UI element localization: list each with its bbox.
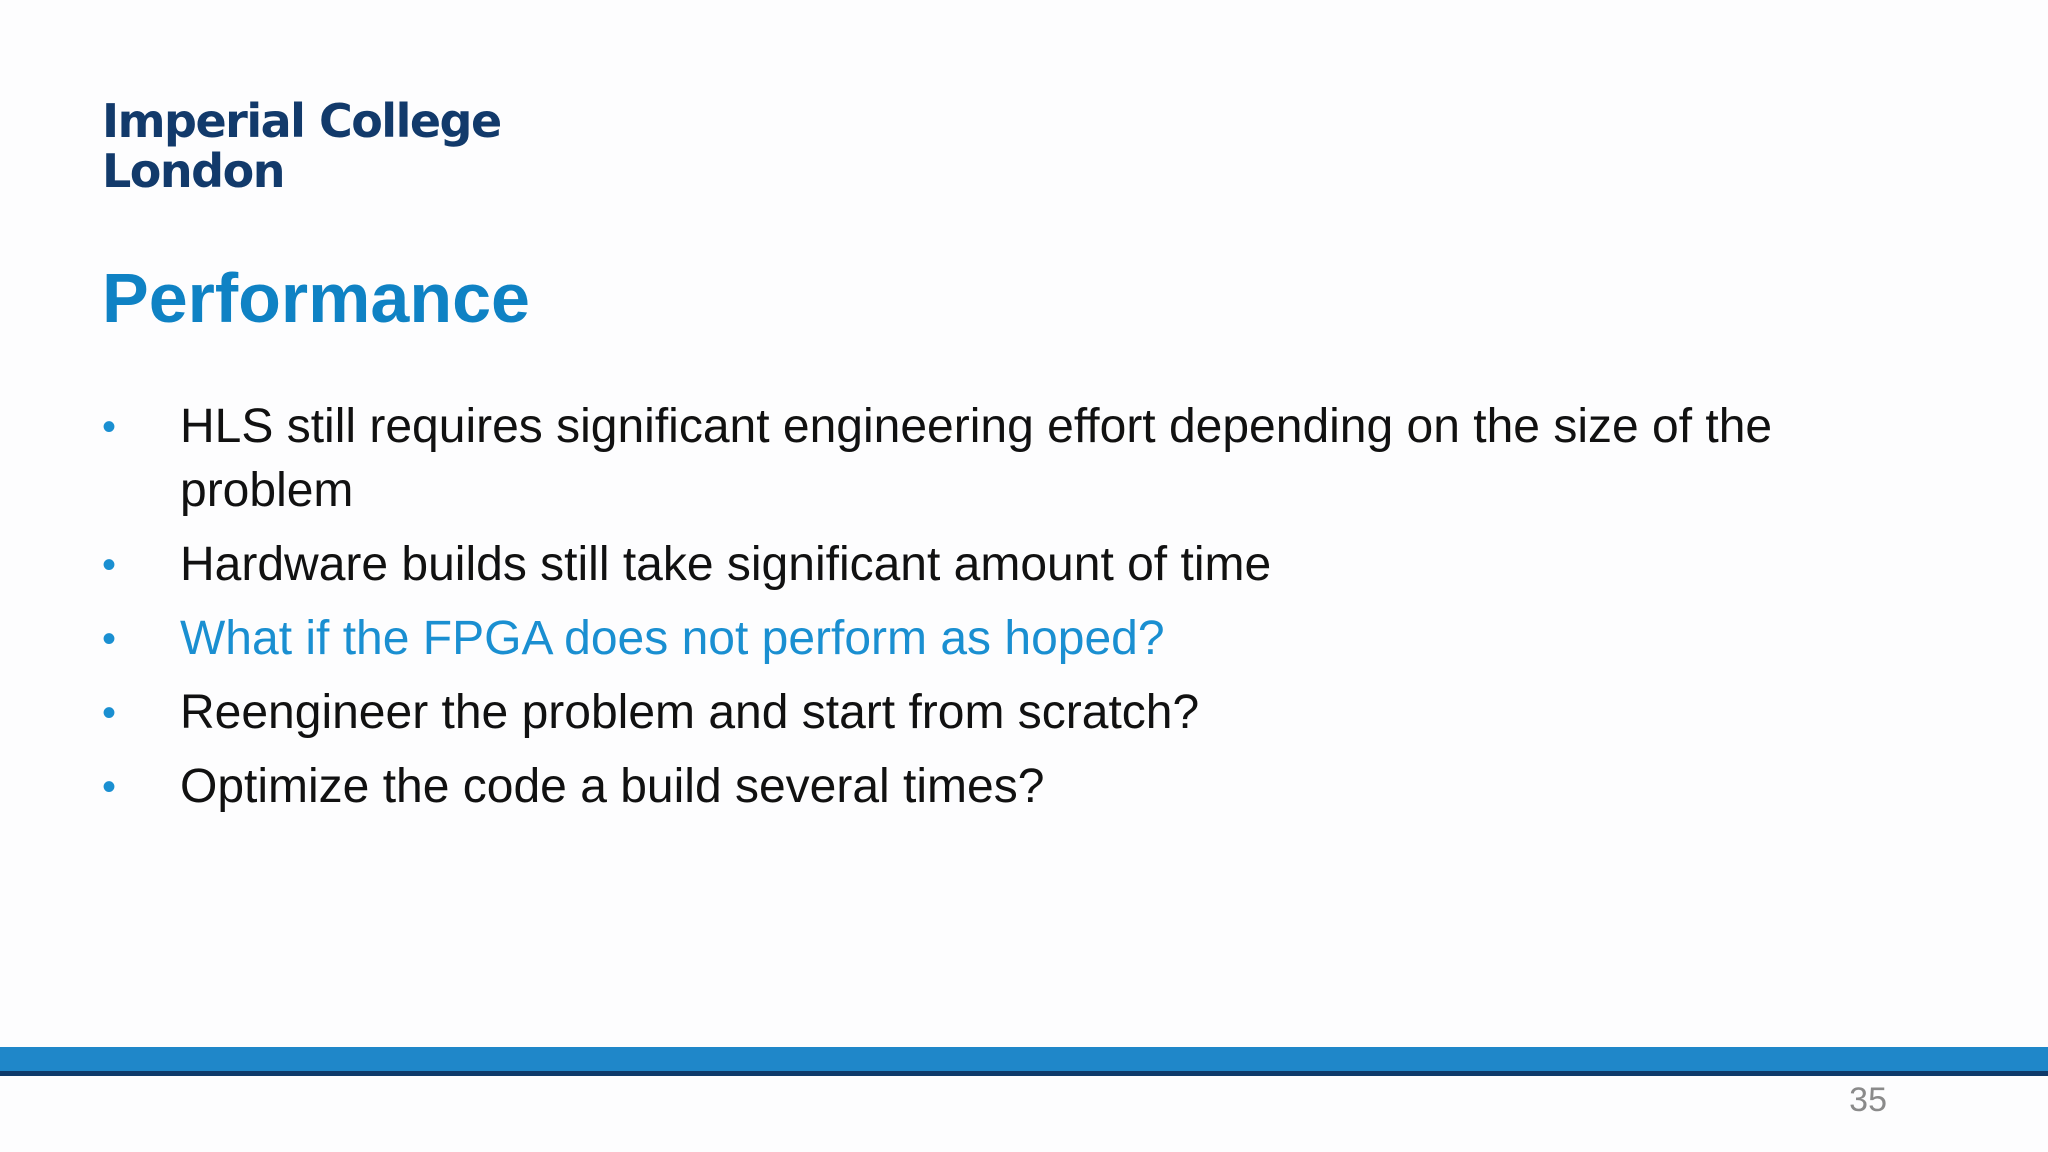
logo-line-2: London	[102, 144, 284, 198]
bullet-list	[102, 395, 1942, 829]
bullet-item-1	[102, 395, 1942, 523]
page-number: 35	[1849, 1081, 1887, 1119]
logo-line-1: Imperial College	[102, 94, 501, 148]
imperial-college-logo	[102, 94, 501, 198]
bullet-item-3	[102, 607, 1942, 671]
footer-bar	[0, 1047, 2048, 1076]
bullet-text: HLS still requires significant engineering effort depending on the size of the problem	[180, 400, 1773, 517]
bullet-dot: •	[102, 405, 117, 449]
bullet-text: Hardware builds still take significant amount of time	[180, 538, 1272, 591]
bullet-text: What if the FPGA does not perform as hoped?	[180, 612, 1165, 665]
bullet-dot: •	[102, 691, 117, 735]
bullet-dot: •	[102, 765, 117, 809]
bullet-dot: •	[102, 617, 117, 661]
bullet-text: Reengineer the problem and start from scratch?	[180, 686, 1200, 739]
bullet-text: Optimize the code a build several times?	[180, 760, 1045, 813]
bullet-item-2	[102, 533, 1942, 597]
slide-title: Performance	[102, 259, 530, 337]
bullet-dot: •	[102, 543, 117, 587]
bullet-item-5	[102, 755, 1942, 819]
bullet-item-4	[102, 681, 1942, 745]
